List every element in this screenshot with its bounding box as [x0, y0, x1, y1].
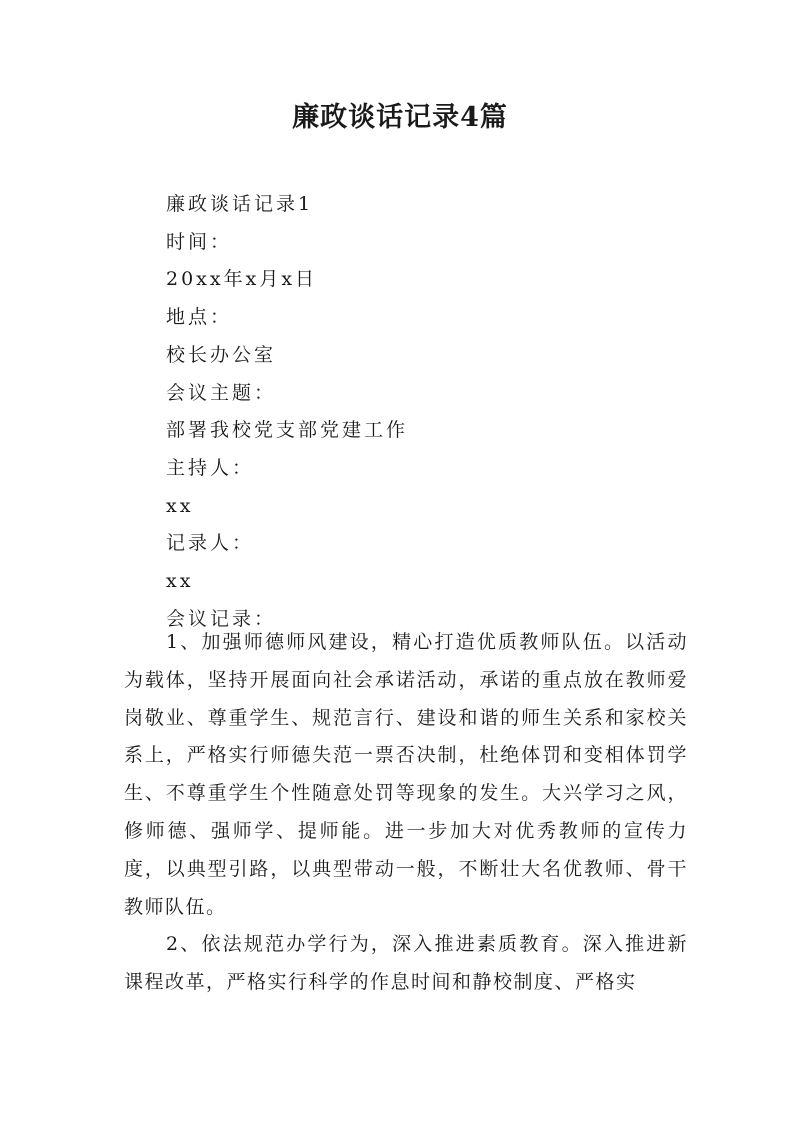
host-value: xx	[166, 494, 194, 517]
meeting-info-lines	[166, 186, 706, 638]
location-label: 地点：	[166, 306, 233, 329]
record-heading: 廉政谈话记录1	[166, 193, 314, 215]
document-title: 廉政谈话记录4篇	[292, 102, 508, 133]
minutes-paragraph-1: 1、加强师德师风建设，精心打造优质教师队伍。以活动为载体，坚持开展面向社会承诺活动，承诺的重点放在教师爱岗敬业、尊重学生、规范言行、建设和谐的师生关系和家校关系上，严格实行师德失范一票否决制，杜绝体罚和变相体罚学生、不尊重学生个性随意处罚等现象的发生。大兴学习之风，修师德、强师学、提师能。进一步加大对优秀教师的宣传力度，以典型引路，以典型带动一般，不断壮大名优教师、骨干教师队伍。	[124, 631, 688, 918]
topic-label: 会议主题：	[166, 381, 277, 404]
recorder-label: 记录人：	[166, 532, 255, 555]
minutes-paragraph-1-block	[124, 624, 688, 928]
host-label: 主持人：	[166, 456, 255, 479]
time-value: 20xx年x月x日	[166, 268, 318, 291]
topic-value: 部署我校党支部党建工作	[166, 419, 409, 442]
recorder-value: xx	[166, 570, 194, 593]
minutes-label: 会议记录：	[166, 607, 277, 630]
minutes-paragraph-2-block	[124, 926, 688, 1004]
minutes-paragraph-2: 2、依法规范办学行为，深入推进素质教育。深入推进新课程改革，严格实行科学的作息时间和静校制度、严格实	[124, 933, 688, 993]
time-label: 时间：	[166, 230, 233, 253]
location-value: 校长办公室	[166, 343, 277, 366]
